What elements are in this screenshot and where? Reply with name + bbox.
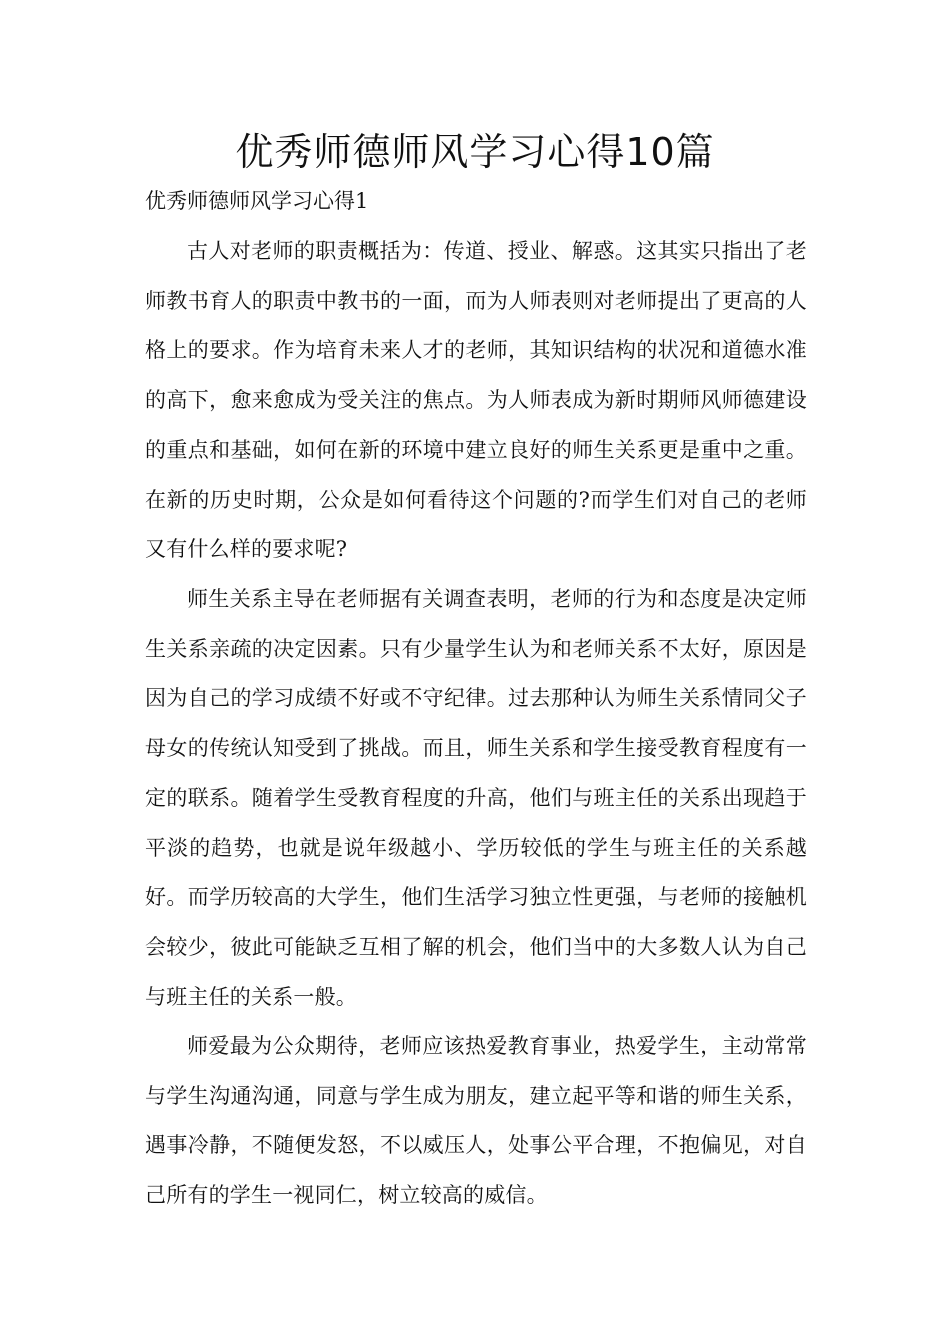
body-paragraph: 师生关系主导在老师据有关调查表明，老师的行为和态度是决定师生关系亲疏的决定因素。只有少量学生认为和老师关系不太好，原因是因为自己的学习成绩不好或不守纪律。过去那种认为师生关系情同父子母女的传统认知受到了挑战。而且，师生关系和学生接受教育程度有一定的联系。随着学生受教育程度的升高，他们与班主任的关系出现趋于平淡的趋势，也就是说年级越小、学历较低的学生与班主任的关系越好。而学历较高的大学生，他们生活学习独立性更强，与老师的接触机会较少，彼此可能缺乏互相了解的机会，他们当中的大多数人认为自己与班主任的关系一般。: [145, 587, 807, 1009]
body-paragraph: 师爱最为公众期待，老师应该热爱教育事业，热爱学生，主动常常与学生沟通沟通，同意与学生成为朋友，建立起平等和谐的师生关系，遇事冷静，不随便发怒，不以威压人，处事公平合理，不抱偏见，对自己所有的学生一视同仁，树立较高的威信。: [145, 1034, 807, 1208]
body-paragraph: 古人对老师的职责概括为：传道、授业、解惑。这其实只指出了老师教书育人的职责中教书的一面，而为人师表则对老师提出了更高的人格上的要求。作为培育未来人才的老师，其知识结构的状况和道德水准的高下，愈来愈成为受关注的焦点。为人师表成为新时期师风师德建设的重点和基础，如何在新的环境中建立良好的师生关系更是重中之重。在新的历史时期，公众是如何看待这个问题的?而学生们对自己的老师又有什么样的要求呢?: [145, 239, 807, 562]
document-title: 优秀师德师风学习心得10篇: [235, 130, 715, 174]
section-heading: 优秀师德师风学习心得1: [145, 189, 369, 213]
